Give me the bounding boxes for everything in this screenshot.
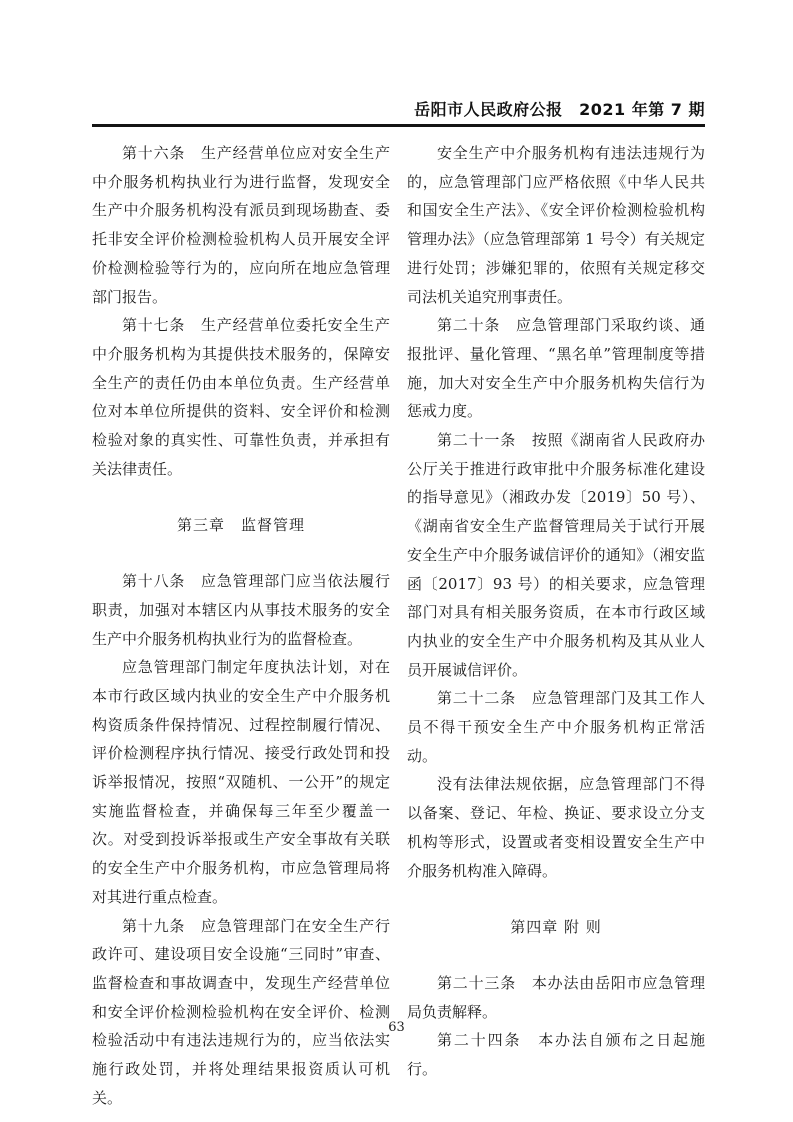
article-body bbox=[92, 139, 705, 1113]
paragraph: 第十九条 应急管理部门在安全生产行政许可、建设项目安全设施“三同时”审查、监督检查和事故调查中，发现生产经营单位和安全评价检测检验机构在安全评价、检测检验活动中有违法违规行为的，应当依法实施行政处罚，并将处理结果报资质认可机关。 bbox=[92, 916, 390, 1107]
paragraph: 第十六条 生产经营单位应对安全生产中介服务机构执业行为进行监督，发现安全生产中介服务机构没有派员到现场勘查、委托非安全评价检测检验机构人员开展安全评价检测检验等行为的，应向所在地应急管理部门报告。 bbox=[92, 144, 390, 306]
paragraph: 第二十条 应急管理部门采取约谈、通报批评、量化管理、“黑名单”管理制度等措施，加大对安全生产中介服务机构失信行为惩戒力度。 bbox=[407, 316, 705, 421]
page-header-title: 岳阳市人民政府公报 2021 年第 7 期 bbox=[414, 100, 705, 119]
paragraph: 第十八条 应急管理部门应当依法履行职责，加强对本辖区内从事技术服务的安全生产中介服务机构执业行为的监督检查。 bbox=[92, 572, 390, 648]
paragraph: 没有法律法规依据，应急管理部门不得以备案、登记、年检、换证、要求设立分支机构等形式，设置或者变相设置安全生产中介服务机构准入障碍。 bbox=[407, 775, 705, 880]
header-rule bbox=[92, 124, 705, 127]
paragraph: 安全生产中介服务机构有违法违规行为的，应急管理部门应严格依照《中华人民共和国安全生产法》、《安全评价检测检验机构管理办法》（应急管理部第 1 号令）有关规定进行处罚；涉嫌犯罪的，依照有关规定移交司法机关追究刑事责任。 bbox=[407, 144, 705, 306]
paragraph: 应急管理部门制定年度执法计划，对在本市行政区域内执业的安全生产中介服务机构资质条件保持情况、过程控制履行情况、评价检测程序执行情况、接受行政处罚和投诉举报情况，按照“双随机、一公开”的规定实施监督检查，并确保每三年至少覆盖一次。对受到投诉举报或生产安全事故有关联的安全生产中介服务机构，市应急管理局将对其进行重点检查。 bbox=[92, 658, 390, 906]
left-column bbox=[92, 139, 390, 1113]
chapter-heading: 第三章 监督管理 bbox=[176, 516, 305, 535]
right-column bbox=[407, 139, 705, 1113]
paragraph: 第二十一条 按照《湖南省人民政府办公厅关于推进行政审批中介服务标准化建设的指导意见》（湘政办发〔2019〕50 号）、《湖南省安全生产监督管理局关于试行开展安全生产中介服务诚信评价的通知》（湘安监函〔2017〕93 号）的相关要求，应急管理部门对具有相关服务资质，在本市行政区域内执业的安全生产中介服务机构及其从业人员开展诚信评价。 bbox=[407, 431, 705, 679]
paragraph: 第二十二条 应急管理部门及其工作人员不得干预安全生产中介服务机构正常活动。 bbox=[407, 689, 705, 765]
paragraph: 第二十三条 本办法由岳阳市应急管理局负责解释。 bbox=[407, 973, 705, 1021]
paragraph: 第二十四条 本办法自颁布之日起施行。 bbox=[407, 1031, 705, 1079]
chapter-heading: 第四章 附 则 bbox=[510, 918, 602, 937]
page-number: 63 bbox=[388, 1020, 405, 1035]
paragraph: 第十七条 生产经营单位委托安全生产中介服务机构为其提供技术服务的，保障安全生产的责任仍由本单位负责。生产经营单位对本单位所提供的资料、安全评价和检测检验对象的真实性、可靠性负责，并承担有关法律责任。 bbox=[92, 316, 390, 478]
